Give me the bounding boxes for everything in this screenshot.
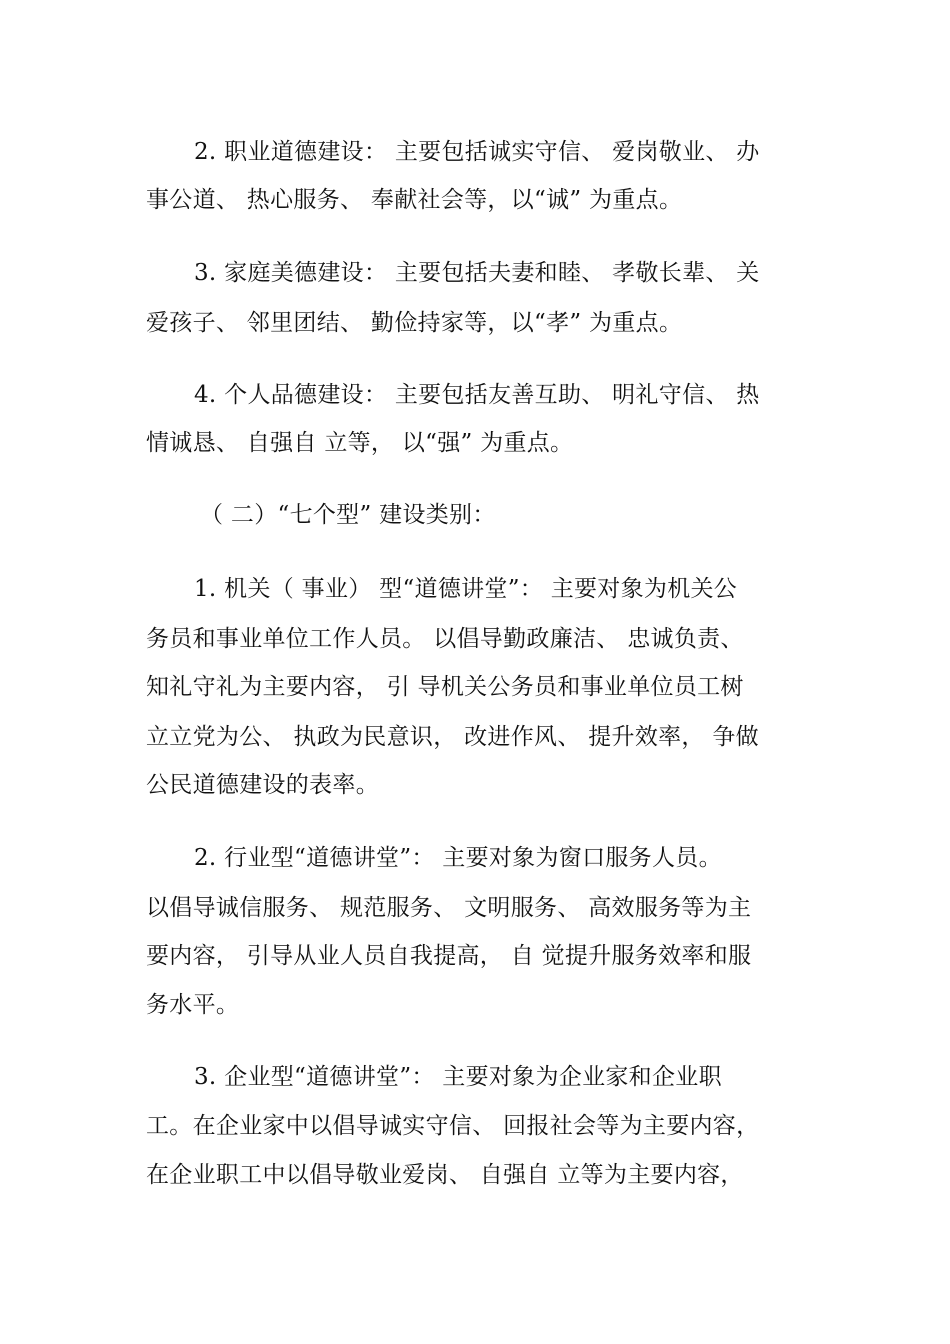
paragraph-2-line-1: 2. 职业道德建设： 主要包括诚实守信、 爱岗敬业、 办 bbox=[194, 139, 760, 165]
paragraph-b2-line-1: 2. 行业型“道德讲堂”： 主要对象为窗口服务人员。 bbox=[194, 845, 722, 871]
paragraph-b3-line-3: 在企业职工中以倡导敬业爱岗、 自强自 立等为主要内容， bbox=[146, 1162, 744, 1188]
paragraph-4-line-1: 4. 个人品德建设： 主要包括友善互助、 明礼守信、 热 bbox=[194, 382, 760, 408]
paragraph-b2-line-4: 务水平。 bbox=[146, 992, 240, 1018]
paragraph-3-line-1: 3. 家庭美德建设： 主要包括夫妻和睦、 孝敬长辈、 关 bbox=[194, 260, 760, 286]
paragraph-b1-line-4: 立立党为公、 执政为民意识， 改进作风、 提升效率， 争做 bbox=[146, 724, 759, 750]
paragraph-b2-line-2: 以倡导诚信服务、 规范服务、 文明服务、 高效服务等为主 bbox=[146, 895, 752, 921]
paragraph-3-line-2: 爱孩子、 邻里团结、 勤俭持家等，以“孝” 为重点。 bbox=[146, 310, 683, 336]
paragraph-b3-line-2: 工。在企业家中以倡导诚实守信、 回报社会等为主要内容， bbox=[146, 1113, 760, 1139]
paragraph-b2-line-3: 要内容， 引导从业人员自我提高， 自 觉提升服务效率和服 bbox=[146, 943, 752, 969]
section-heading: （ 二）“七个型” 建设类别： bbox=[200, 502, 496, 528]
paragraph-b1-line-3: 知礼守礼为主要内容， 引 导机关公务员和事业单位员工树 bbox=[146, 674, 744, 700]
paragraph-b3-line-1: 3. 企业型“道德讲堂”： 主要对象为企业家和企业职 bbox=[194, 1064, 722, 1090]
paragraph-b1-line-2: 务员和事业单位工作人员。 以倡导勤政廉洁、 忠诚负责、 bbox=[146, 626, 744, 652]
paragraph-b1-line-5: 公民道德建设的表率。 bbox=[146, 772, 379, 798]
paragraph-2-line-2: 事公道、 热心服务、 奉献社会等，以“诚” 为重点。 bbox=[146, 187, 683, 213]
paragraph-b1-line-1: 1. 机关（ 事业） 型“道德讲堂”： 主要对象为机关公 bbox=[194, 576, 738, 602]
paragraph-4-line-2: 情诚恳、 自强自 立等， 以“强” 为重点。 bbox=[146, 430, 574, 456]
